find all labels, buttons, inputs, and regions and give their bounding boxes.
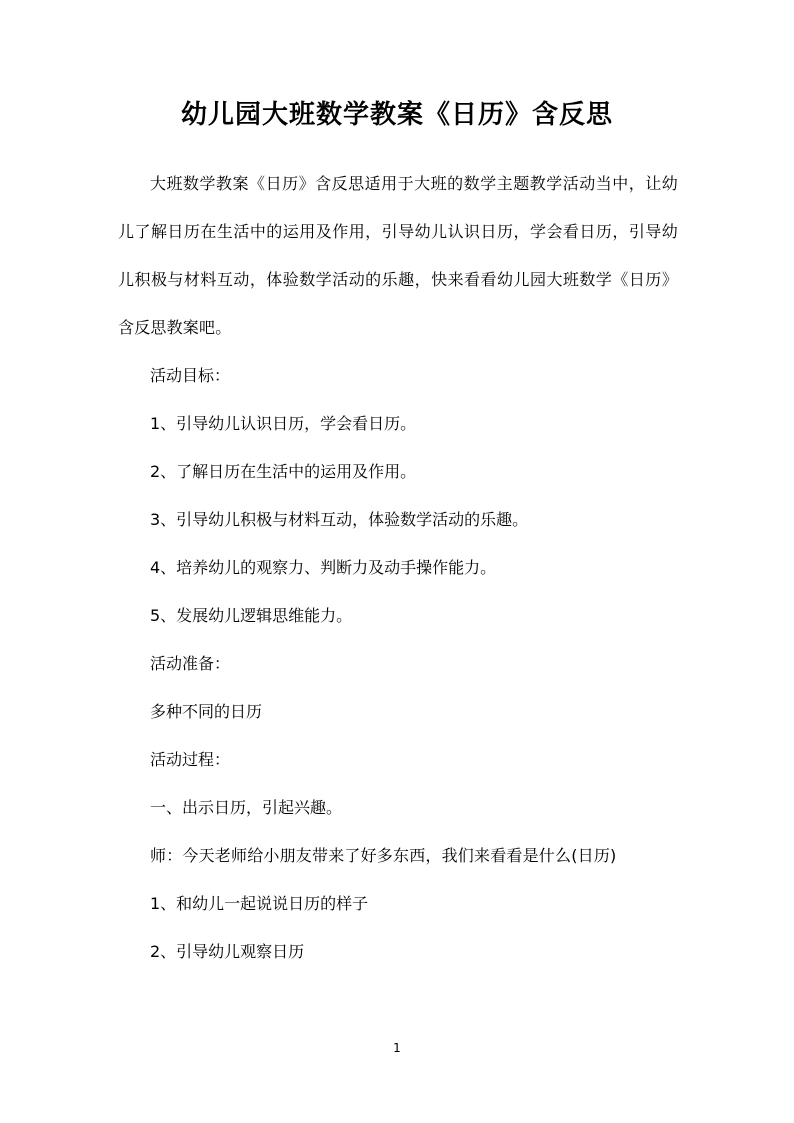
goal-item-5: 5、发展幼儿逻辑思维能力。 (150, 606, 353, 625)
goal-item-3: 3、引导幼儿积极与材料互动，体验数学活动的乐趣。 (150, 510, 529, 529)
section-heading-goals: 活动目标： (150, 366, 231, 385)
goal-item-1: 1、引导幼儿认识日历，学会看日历。 (150, 414, 417, 433)
page-number: 1 (393, 1041, 401, 1055)
teacher-dialogue: 师：今天老师给小朋友带来了好多东西，我们来看看是什么(日历) (150, 846, 617, 865)
document-title: 幼儿园大班数学教案《日历》含反思 (180, 100, 613, 130)
preparation-item: 多种不同的日历 (150, 702, 263, 721)
process-step-1: 一、出示日历，引起兴趣。 (150, 798, 343, 817)
goal-item-4: 4、培养幼儿的观察力、判断力及动手操作能力。 (150, 558, 497, 577)
process-substep-2: 2、引导幼儿观察日历 (150, 942, 305, 961)
document-body (118, 160, 678, 976)
section-heading-preparation: 活动准备： (150, 654, 231, 673)
goal-item-2: 2、了解日历在生活中的运用及作用。 (150, 462, 417, 481)
process-substep-1: 1、和幼儿一起说说日历的样子 (150, 894, 369, 913)
intro-paragraph: 大班数学教案《日历》含反思适用于大班的数学主题教学活动当中，让幼儿了解日历在生活中的运用及作用，引导幼儿认识日历，学会看日历，引导幼儿积极与材料互动，体验数学活动的乐趣，快来看看幼儿园大班数学《日历》含反思教案吧。 (118, 174, 678, 337)
section-heading-process: 活动过程： (150, 750, 231, 769)
